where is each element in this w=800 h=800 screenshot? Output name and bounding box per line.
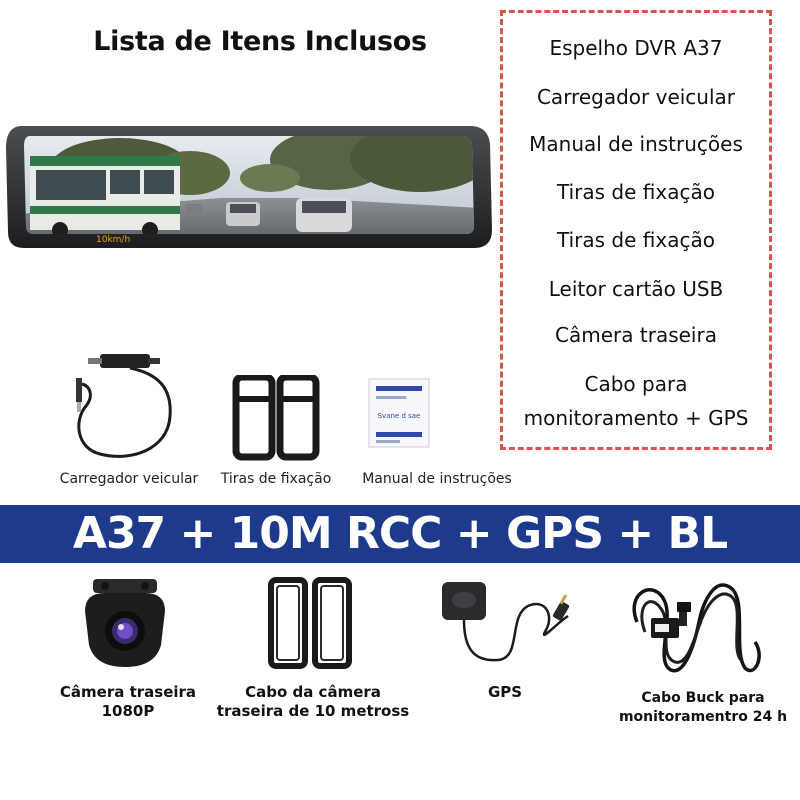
- buck-cable-label: [608, 689, 798, 727]
- list-item: Tiras de fixação: [557, 180, 715, 204]
- manual-cover-text: Svane d sae: [377, 412, 421, 420]
- included-items-list: [500, 10, 772, 450]
- camera-cable-image: [265, 576, 355, 676]
- rear-camera-image: [75, 575, 175, 679]
- speed-overlay: 10km/h: [96, 235, 131, 245]
- list-item: Manual de instruções: [529, 132, 743, 156]
- list-item: Câmera traseira: [555, 323, 717, 347]
- list-item: Cabo para: [584, 372, 688, 396]
- list-item: Espelho DVR A37: [549, 36, 723, 60]
- list-item: Carregador veicular: [536, 85, 736, 109]
- mounting-strips-label: Tiras de fixação: [220, 471, 332, 487]
- page-title: Lista de Itens Inclusos: [93, 26, 427, 57]
- mirror-dvr-image: [0, 118, 500, 262]
- mounting-strips-image: [228, 375, 324, 465]
- buck-cable-label-line1: Cabo Buck para: [641, 690, 765, 706]
- car-charger-label: Carregador veicular: [59, 471, 199, 487]
- rear-camera-label-line2: 1080P: [101, 702, 155, 720]
- car-charger-image: [60, 350, 180, 474]
- buck-cable-label-line2: monitoramentro 24 h: [618, 709, 788, 725]
- camera-cable-label-line2: traseira de 10 metross: [216, 702, 410, 720]
- bundle-banner: [0, 505, 800, 563]
- manual-label: Manual de instruções: [362, 471, 512, 487]
- rear-camera-label-line1: Câmera traseira: [59, 683, 197, 701]
- list-item: Leitor cartão USB: [548, 277, 724, 301]
- rear-camera-label: [48, 683, 208, 721]
- list-item: Tiras de fixação: [557, 228, 715, 252]
- camera-cable-label-line1: Cabo da câmera: [245, 683, 381, 701]
- bundle-title: A37 + 10M RCC + GPS + BL: [72, 508, 728, 559]
- gps-module-image: [438, 576, 578, 676]
- gps-label: [470, 683, 540, 702]
- list-item: monitoramento + GPS: [523, 406, 749, 430]
- camera-cable-label: [208, 683, 418, 721]
- manual-image: [368, 378, 430, 452]
- buck-cable-image: [615, 572, 765, 686]
- gps-label-line1: GPS: [487, 683, 523, 701]
